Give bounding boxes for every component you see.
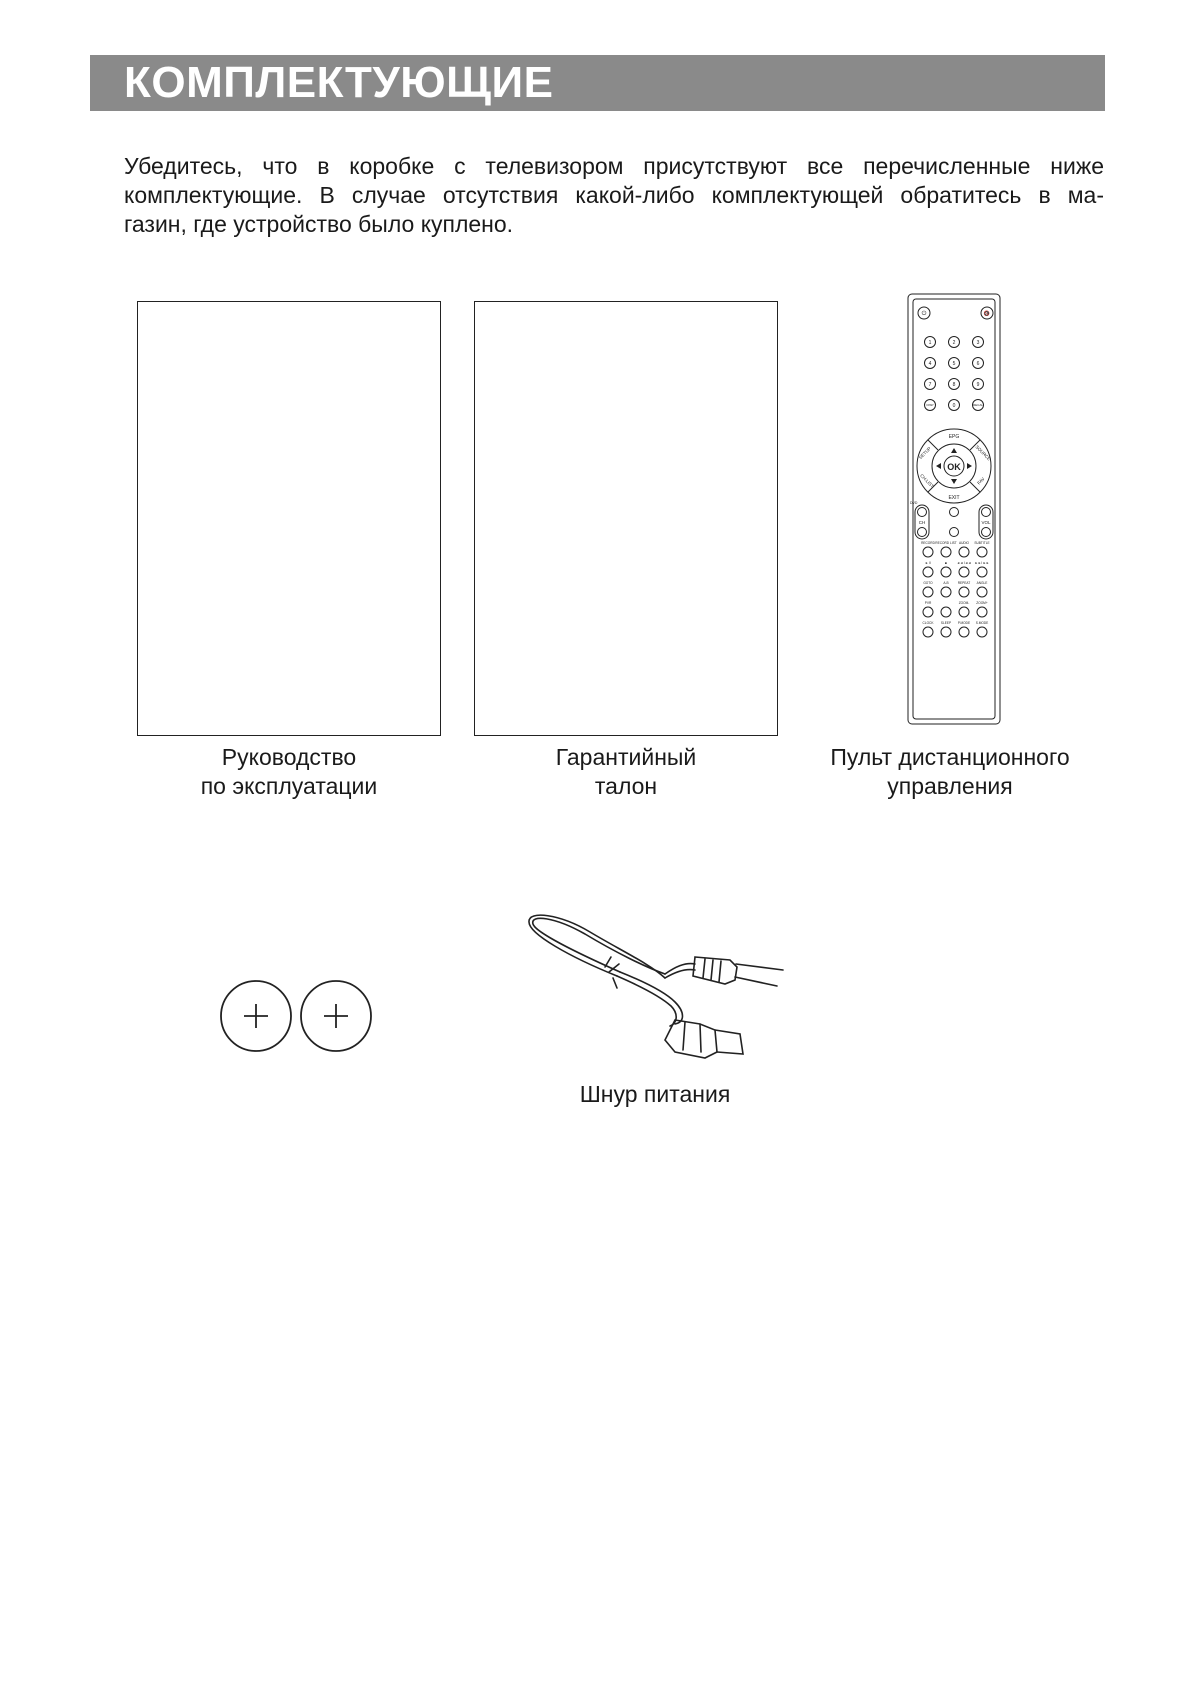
remote-digit-6-label: 6: [976, 360, 980, 367]
batteries-image: [218, 978, 378, 1058]
remote-digit-4-label: 4: [928, 360, 932, 367]
remote-row4-button-1: [941, 607, 951, 617]
remote-row1-button-3: [977, 547, 987, 557]
remote-row2-button-3: [977, 567, 987, 577]
remote-mute-button-label: 🔇: [983, 310, 991, 317]
warranty-caption-line-2: талон: [594, 773, 658, 799]
remote-vol-label: VOL: [981, 520, 991, 525]
remote-row1-label-3: SUBTITLE: [974, 541, 990, 545]
remote-row2-button-2: [959, 567, 969, 577]
remote-row3-label-0: GOTO: [923, 581, 933, 585]
remote-row3-label-2: REPEAT: [957, 581, 971, 585]
intro-line-3: газин, где устройство было куплено.: [124, 211, 514, 237]
remote-row4-label-3: ZOOM+: [976, 601, 988, 605]
remote-caption-line-1: Пульт дистанционного: [830, 744, 1070, 770]
remote-row3-label-1: A-B: [943, 581, 949, 585]
manual-caption: [137, 743, 441, 801]
remote-row2-label-1: ■: [945, 561, 947, 565]
remote-row1-button-0: [923, 547, 933, 557]
remote-row3-button-2: [959, 587, 969, 597]
remote-digit-1-label: 1: [928, 339, 932, 346]
remote-row4-button-0: [923, 607, 933, 617]
remote-row4-label-2: ZOOM-: [958, 601, 970, 605]
remote-row2-label-2: ◄◄ I◄◄: [956, 561, 972, 565]
remote-button-group: [918, 307, 993, 637]
remote-exit-label: EXIT: [948, 495, 960, 501]
remote-row3-button-3: [977, 587, 987, 597]
remote-row1-button-1: [941, 547, 951, 557]
remote-row1-label-0: RECORD: [921, 541, 935, 545]
remote-digit-9-label: 9: [976, 381, 980, 388]
remote-digit-2-label: 2: [952, 339, 956, 346]
remote-row5-label-0: CLOCK: [922, 621, 934, 625]
remote-epg-label: EPG: [948, 434, 960, 440]
intro-line-1: Убедитесь, что в коробке с телевизором присутствуют все перечисленные ниже: [124, 153, 1104, 179]
remote-digit-0-label: 0: [952, 402, 956, 409]
remote-setup-label: SETUP: [917, 445, 933, 461]
remote-row4-button-2: [959, 607, 969, 617]
remote-display-button-label: DISP: [926, 403, 934, 408]
remote-row5-label-3: S.MODE: [975, 621, 989, 625]
intro-paragraph: [124, 152, 1104, 239]
power-cord-caption: Шнур питания: [579, 1081, 731, 1107]
manual-caption-line-1: Руководство: [221, 744, 357, 770]
remote-digit-8-label: 8: [952, 381, 956, 388]
remote-row2-button-1: [941, 567, 951, 577]
remote-row5-label-1: SLEEP: [940, 621, 952, 625]
manual-caption-line-2: по эксплуатации: [200, 773, 378, 799]
remote-ok-label: OK: [947, 462, 961, 472]
remote-recall-button-label: RECAL: [972, 403, 984, 408]
remote-row4-button-3: [977, 607, 987, 617]
remote-row5-button-1: [941, 627, 951, 637]
remote-power-button-label: ⏻: [921, 311, 927, 318]
remote-digit-7-label: 7: [928, 381, 932, 388]
remote-row2-label-0: ► II: [925, 561, 931, 565]
manual-booklet-image: [137, 301, 441, 736]
remote-chlist-label: CH.LIST: [919, 473, 935, 489]
remote-row2-label-3: ►►I ►►: [974, 561, 990, 565]
remote-control-image: [900, 290, 1010, 730]
remote-row2-button-0: [923, 567, 933, 577]
remote-row1-button-2: [959, 547, 969, 557]
remote-row3-button-0: [923, 587, 933, 597]
remote-row1-label-1: RECORD LIST: [935, 541, 957, 545]
remote-caption-line-2: управления: [887, 773, 1013, 799]
section-title: КОМПЛЕКТУЮЩИЕ: [124, 58, 554, 107]
remote-row3-button-1: [941, 587, 951, 597]
intro-line-2: комплектующие. В случае отсутствия какой-либо комплектующей обратитесь в ма-: [124, 182, 1104, 208]
remote-dvd-label: DVD: [910, 501, 918, 505]
remote-row1-label-2: AUDIO: [958, 541, 970, 545]
remote-row5-button-2: [959, 627, 969, 637]
remote-row5-button-3: [977, 627, 987, 637]
remote-ch-label: CH: [918, 520, 926, 525]
warranty-card-image: [474, 301, 778, 736]
power-cord-image: [525, 912, 795, 1062]
remote-digit-5-label: 5: [952, 360, 956, 367]
section-banner: [90, 55, 1105, 111]
remote-digit-3-label: 3: [976, 339, 980, 346]
warranty-caption-line-1: Гарантийный: [555, 744, 697, 770]
remote-caption: [805, 743, 1095, 801]
remote-row5-label-2: P.MODE: [957, 621, 971, 625]
remote-row3-label-3: ANGLE: [976, 581, 988, 585]
remote-row4-label-0: PVR: [924, 601, 932, 605]
remote-row5-button-0: [923, 627, 933, 637]
remote-fav-label: FAV: [976, 476, 986, 486]
remote-source-label: SOURCE: [974, 444, 992, 462]
warranty-caption: [474, 743, 778, 801]
